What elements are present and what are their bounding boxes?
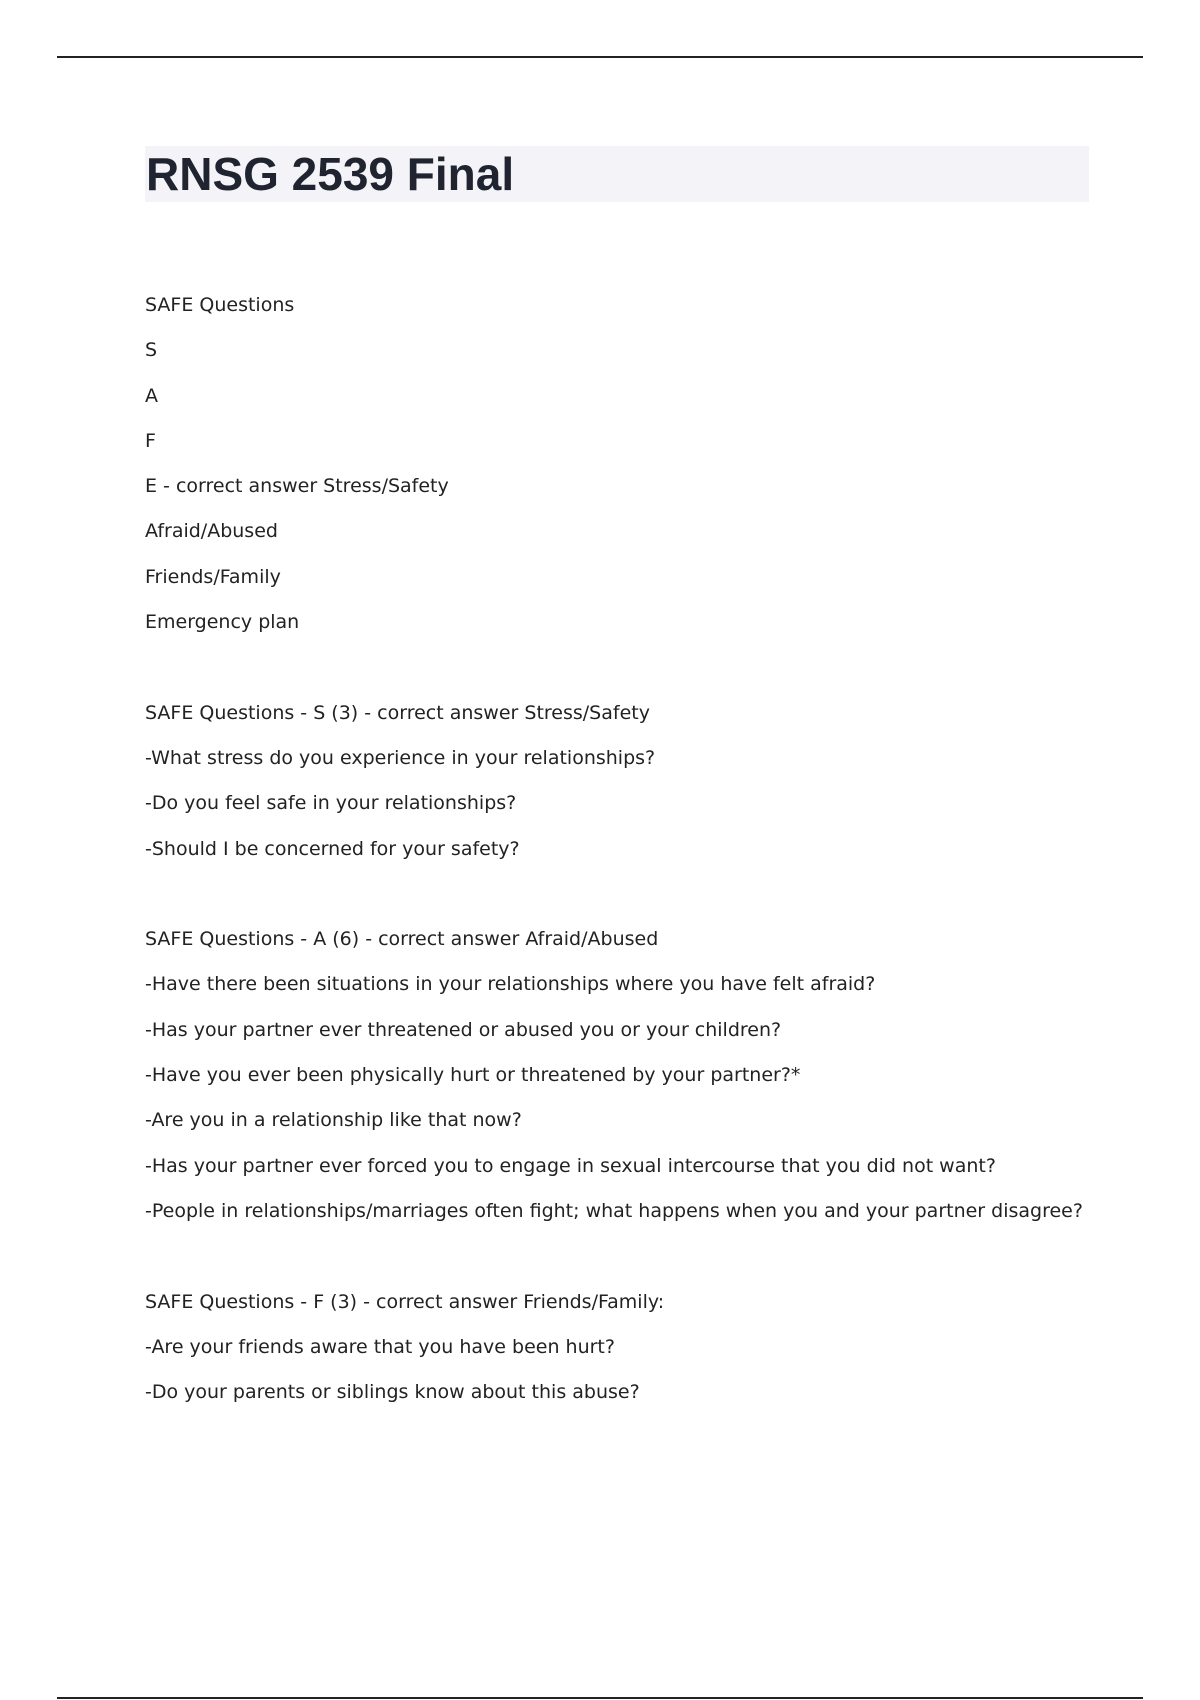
flashcard-block	[145, 926, 1105, 1243]
text-line: -Has your partner ever forced you to engage in sexual intercourse that you did not want?	[145, 1154, 996, 1177]
text-line: Friends/Family	[145, 565, 281, 588]
page-title: RNSG 2539 Final	[146, 148, 515, 200]
text-line: S	[145, 339, 158, 362]
text-line: -Do you feel safe in your relationships?	[145, 792, 517, 815]
text-line: -What stress do you experience in your relationships?	[145, 746, 656, 769]
text-line: -Have there been situations in your relationships where you have felt afraid?	[145, 973, 876, 996]
text-line: -People in relationships/marriages often fight; what happens when you and your partner disagree?	[145, 1199, 1083, 1222]
flashcard-block	[145, 700, 1105, 881]
text-line: SAFE Questions - F (3) - correct answer Friends/Family:	[145, 1290, 665, 1313]
text-line: SAFE Questions - S (3) - correct answer Stress/Safety	[145, 701, 650, 724]
bottom-rule	[57, 1697, 1143, 1699]
text-line: -Has your partner ever threatened or abused you or your children?	[145, 1018, 782, 1041]
block-spacer	[145, 881, 1105, 926]
block-spacer	[145, 654, 1105, 699]
text-line: Emergency plan	[145, 611, 300, 634]
text-line: -Do your parents or siblings know about this abuse?	[145, 1381, 640, 1404]
text-line: -Have you ever been physically hurt or threatened by your partner?*	[145, 1064, 801, 1087]
document-body	[145, 292, 1105, 1424]
text-line: -Are you in a relationship like that now?	[145, 1109, 522, 1132]
text-line: A	[145, 384, 158, 407]
text-line: E - correct answer Stress/Safety	[145, 475, 449, 498]
flashcard-block	[145, 292, 1105, 654]
flashcard-block	[145, 1289, 1105, 1425]
text-line: SAFE Questions - A (6) - correct answer Afraid/Abused	[145, 928, 659, 951]
text-line: Afraid/Abused	[145, 520, 278, 543]
text-line: SAFE Questions	[145, 294, 295, 316]
text-line: F	[145, 429, 156, 452]
text-line: -Should I be concerned for your safety?	[145, 837, 520, 860]
top-rule	[57, 56, 1143, 58]
text-line: -Are your friends aware that you have been hurt?	[145, 1335, 615, 1358]
block-spacer	[145, 1243, 1105, 1288]
